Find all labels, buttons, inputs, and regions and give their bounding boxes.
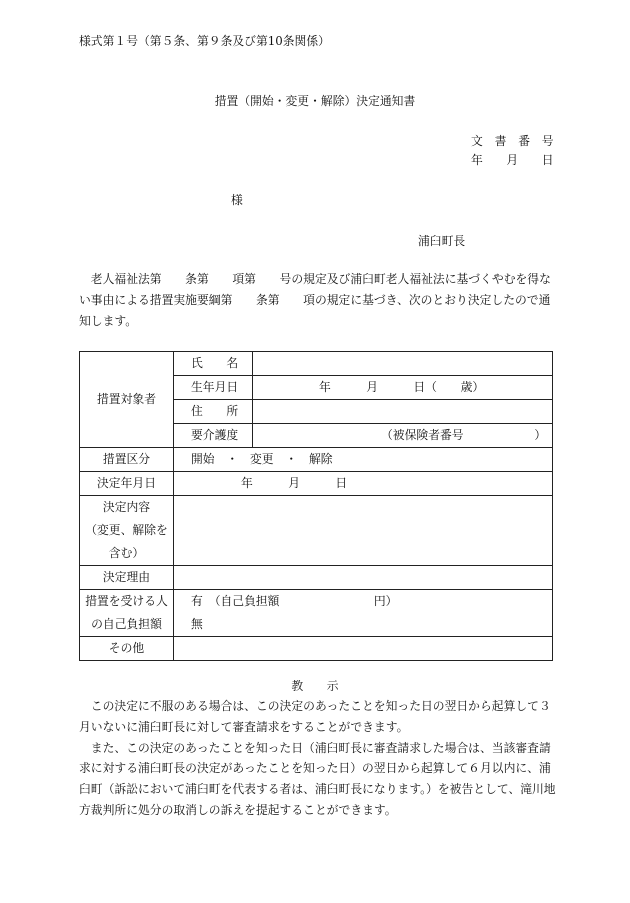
intro-line: 知します。: [79, 314, 138, 328]
burden-yes-option: 有 （自己負担額 円）: [191, 594, 398, 608]
table-row-burden: [80, 590, 553, 637]
table-row-other: [80, 637, 553, 661]
decision-content-label: [80, 496, 174, 566]
subject-label: 措置対象者: [80, 352, 174, 448]
decision-content-value: [174, 496, 553, 566]
care-level-value: （被保険者番号 ）: [253, 424, 553, 448]
other-label: その他: [80, 637, 174, 661]
decision-reason-value: [174, 566, 553, 590]
care-level-label: 要介護度: [174, 424, 253, 448]
name-value: [253, 352, 553, 376]
burden-label-line: 措置を受ける人: [85, 594, 168, 608]
birthdate-label: 生年月日: [174, 376, 253, 400]
decision-reason-label: 決定理由: [80, 566, 174, 590]
category-label: 措置区分: [80, 448, 174, 472]
issue-date-label: 年 月 日: [471, 153, 554, 167]
table-row-decision-content: [80, 496, 553, 566]
decision-table: [79, 351, 553, 661]
table-row-category: [80, 448, 553, 472]
birthdate-value: 年 月 日（ 歳）: [253, 376, 553, 400]
table-row-name: [80, 352, 553, 376]
intro-paragraph: [79, 269, 551, 332]
intro-line: 老人福祉法第 条第 項第 号の規定及び浦臼町老人福祉法に基づくやむを得な: [79, 272, 551, 286]
burden-no-option: 無: [191, 617, 203, 631]
notice-line: 臼町（訴訟において浦臼町を代表する者は、浦臼町長になります。）を被告として、滝川地: [79, 782, 556, 797]
document-title: 措置（開始・変更・解除）決定通知書: [214, 94, 416, 108]
notice-line: 月いないに浦臼町長に対して審査請求をすることができます。: [79, 719, 409, 734]
address-label: 住 所: [174, 400, 253, 424]
decision-date-label: 決定年月日: [80, 472, 174, 496]
burden-label-line: の自己負担額: [91, 617, 162, 631]
notice-line: この決定に不服のある場合は、この決定のあったことを知った日の翌日から起算して３: [79, 699, 551, 713]
decision-content-label-line: 決定内容: [102, 500, 151, 514]
address-value: [253, 400, 553, 424]
decision-content-label-line: 含む）: [108, 546, 145, 560]
burden-label: [80, 590, 174, 637]
table-row-decision-reason: [80, 566, 553, 590]
notice-heading: 教 示: [291, 679, 339, 693]
other-value: [174, 637, 553, 661]
name-label: 氏 名: [174, 352, 253, 376]
category-value: 開始 ・ 変更 ・ 解除: [174, 448, 553, 472]
form-number: 様式第１号（第５条、第９条及び第10条関係）: [79, 34, 330, 48]
notice-paragraph: [79, 696, 556, 821]
decision-content-label-line: （変更、解除を: [85, 523, 168, 537]
intro-line: い事由による措置実施要綱第 条第 項の規定に基づき、次のとおり決定したので通: [79, 293, 551, 307]
notice-line: また、この決定のあったことを知った日（浦臼町長に審査請求した場合は、当該審査請: [79, 740, 551, 755]
burden-value: [174, 590, 553, 637]
issuer-name: 浦臼町長: [418, 234, 466, 248]
document-number-label: 文 書 番 号: [471, 134, 554, 148]
notice-line: 求に対する浦臼町長の決定があったことを知った日）の翌日から起算して６月以内に、浦: [79, 761, 551, 776]
decision-date-value: 年 月 日: [174, 472, 553, 496]
table-row-decision-date: [80, 472, 553, 496]
addressee-suffix: 様: [231, 193, 243, 207]
notice-line: 方裁判所に処分の取消しの訴えを提起することができます。: [79, 802, 397, 817]
